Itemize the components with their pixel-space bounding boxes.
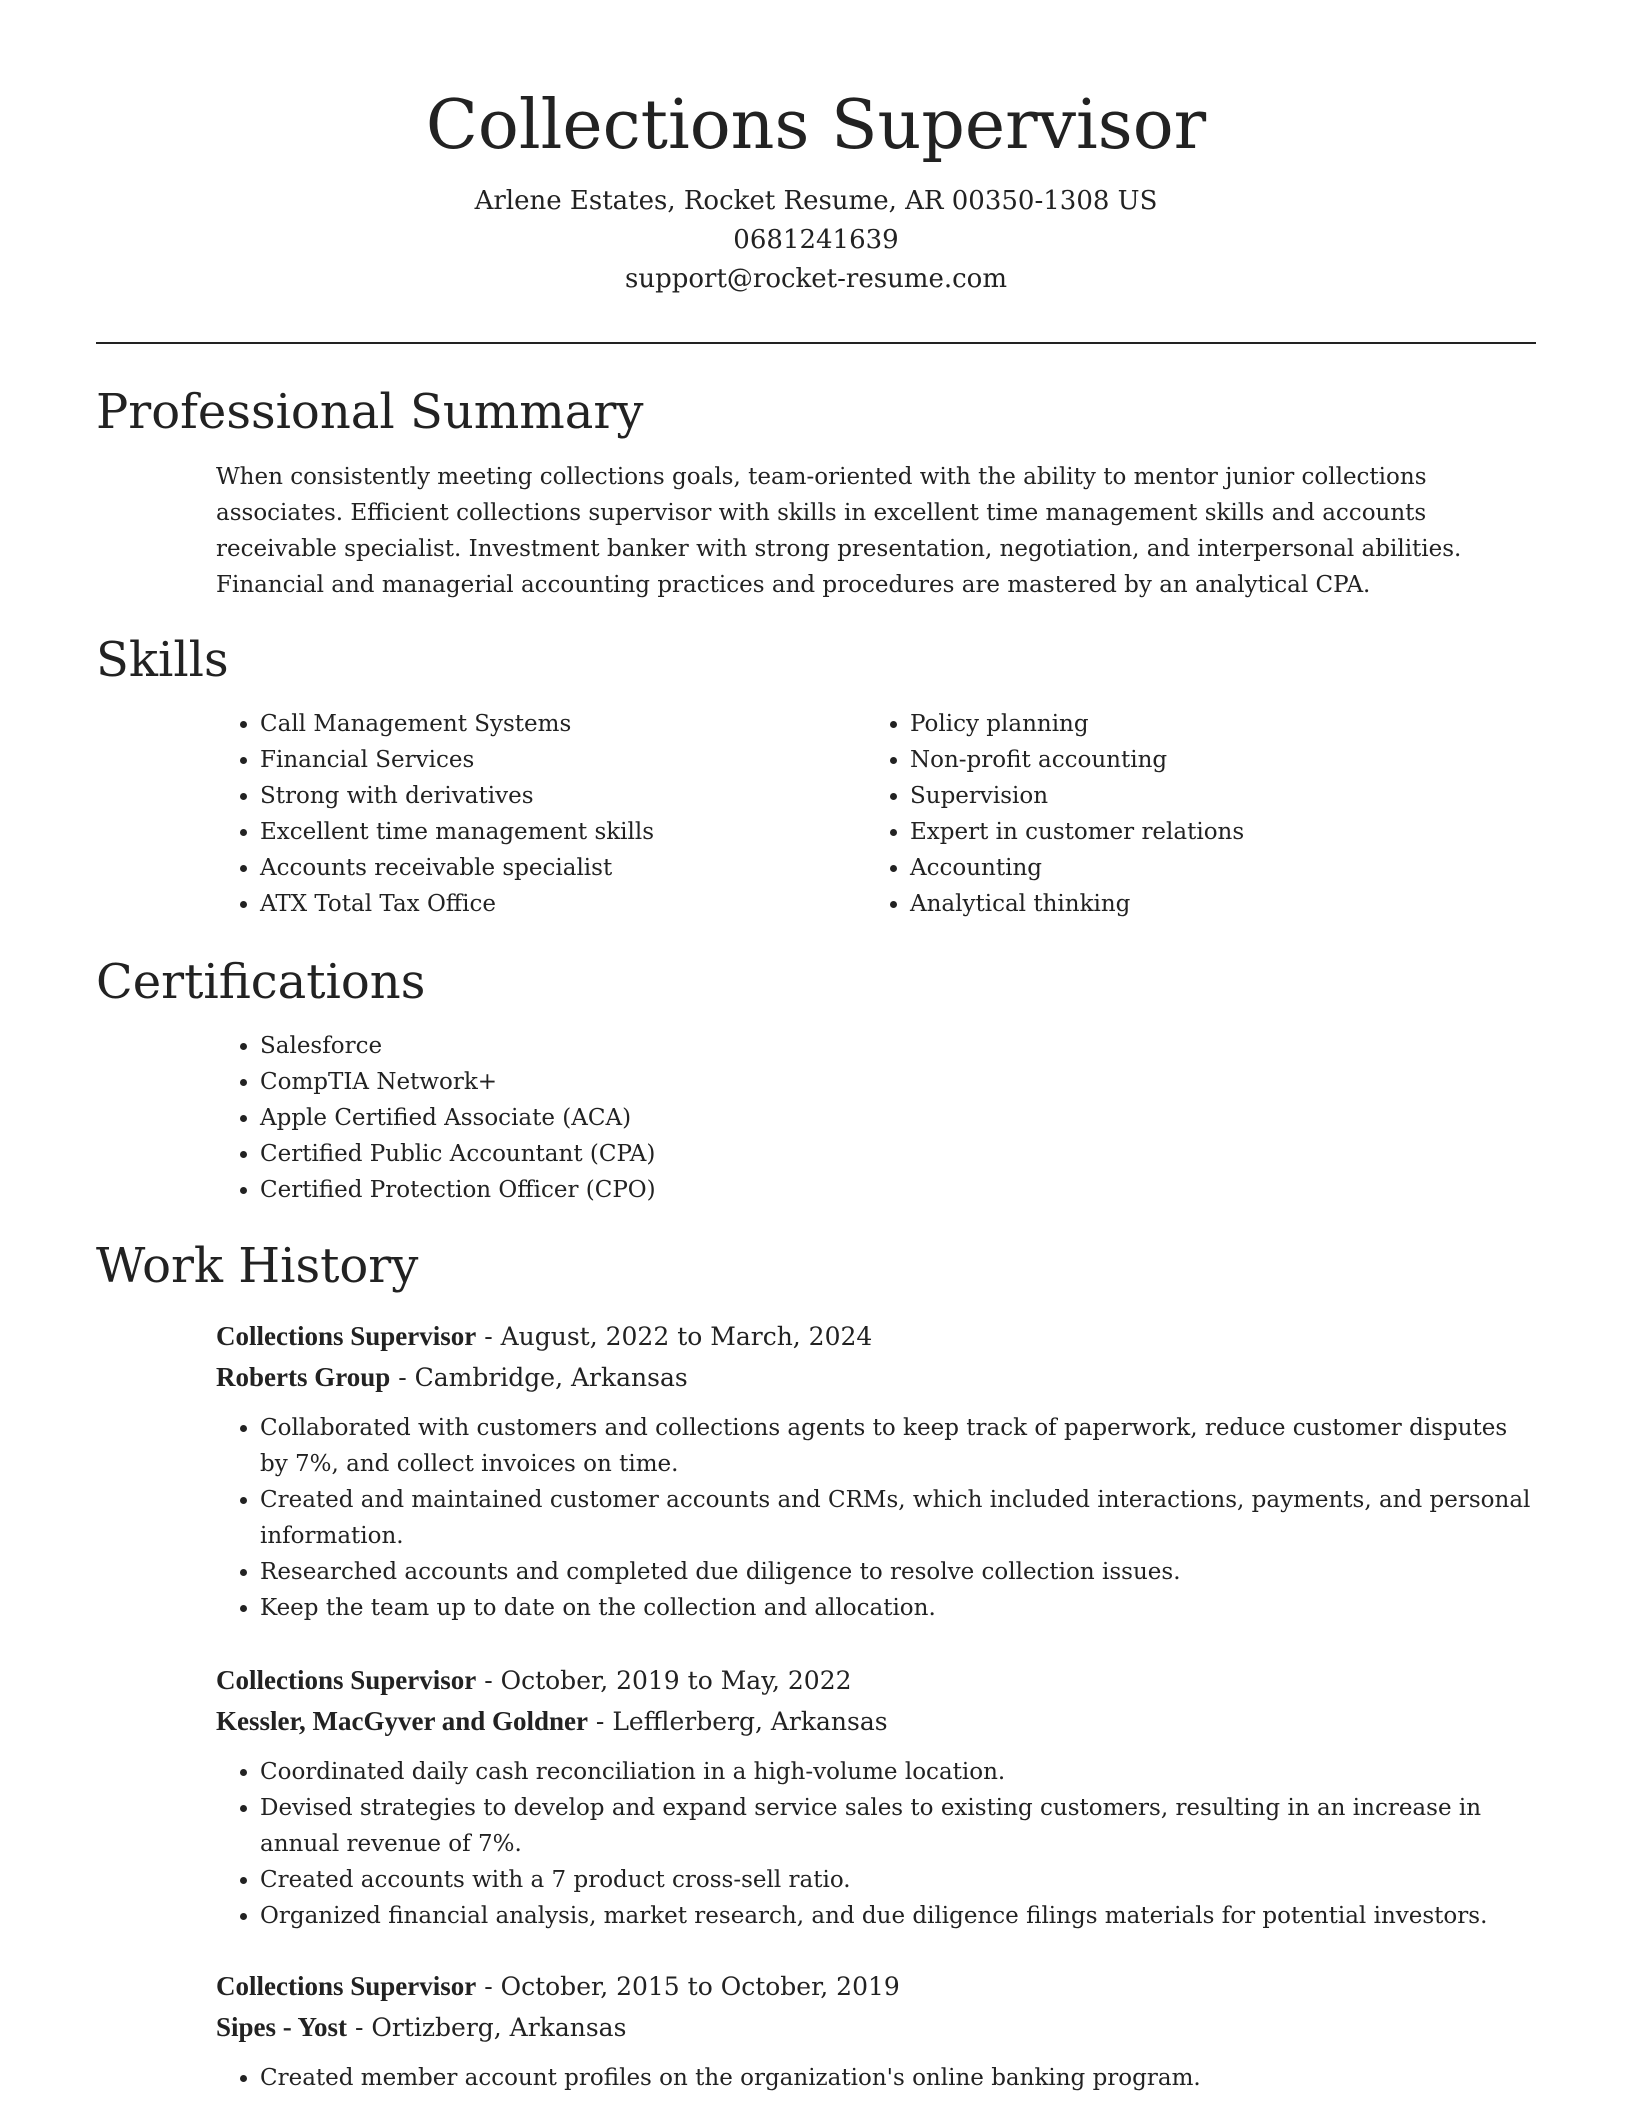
job-company: Roberts Group xyxy=(216,1362,391,1392)
skills-right-list xyxy=(866,706,1506,922)
job-role: Collections Supervisor xyxy=(216,1321,477,1351)
header-divider xyxy=(96,342,1536,344)
job-bullets xyxy=(216,2060,1536,2096)
skill-item: • Accounts receivable specialist xyxy=(260,850,856,886)
job-title-line xyxy=(216,1660,1536,1701)
certifications-heading: Certifications xyxy=(96,954,426,1010)
job-bullets xyxy=(216,1754,1536,1934)
skill-item: • Non-profit accounting xyxy=(910,742,1506,778)
candidate-name: Collections Supervisor xyxy=(425,86,1207,165)
skills-right-column xyxy=(866,706,1506,922)
skill-item: • Expert in customer relations xyxy=(910,814,1506,850)
summary-text: When consistently meeting collections goals, team-oriented with the ability to mentor junior collections associates. Efficient collections supervisor with skills in excellent time management skills and accounts receivable specialist. Investment banker with strong presentation, negotiation, and interpersonal abilities. Financial and managerial accounting practices and procedures are mastered by an analytical CPA. xyxy=(216,464,1462,598)
skill-item: • Financial Services xyxy=(260,742,856,778)
certification-item: • CompTIA Network+ xyxy=(260,1064,1536,1100)
job-location: - Ortizberg, Arkansas xyxy=(347,2013,627,2042)
job-bullet: • Devised strategies to develop and expand service sales to existing customers, resulting in an increase in annual revenue of 7%. xyxy=(260,1790,1536,1862)
job-entry xyxy=(216,1660,1536,1934)
job-dates: - August, 2022 to March, 2024 xyxy=(476,1322,873,1351)
job-company: Sipes - Yost xyxy=(216,2012,348,2042)
contact-email: support@rocket-resume.com xyxy=(624,264,1007,294)
job-bullet: • Keep the team up to date on the collection and allocation. xyxy=(260,1590,1536,1626)
job-bullet: • Coordinated daily cash reconciliation in a high-volume location. xyxy=(260,1754,1536,1790)
company-line xyxy=(216,1357,1536,1398)
contact-phone: 0681241639 xyxy=(733,225,899,255)
job-location: - Lefflerberg, Arkansas xyxy=(587,1707,888,1736)
skill-item: • Supervision xyxy=(910,778,1506,814)
company-line xyxy=(216,1701,1536,1742)
skills-left-column xyxy=(216,706,856,922)
skill-item: • Analytical thinking xyxy=(910,886,1506,922)
job-bullets xyxy=(216,1410,1536,1626)
certifications-list xyxy=(216,1028,1536,1208)
summary-heading: Professional Summary xyxy=(96,384,644,440)
certification-item: • Salesforce xyxy=(260,1028,1536,1064)
contact-address: Arlene Estates, Rocket Resume, AR 00350-1308 US xyxy=(474,186,1158,216)
job-bullet: • Organized financial analysis, market research, and due diligence filings materials for potential investors. xyxy=(260,1898,1536,1934)
job-company: Kessler, MacGyver and Goldner xyxy=(216,1706,588,1736)
job-bullet: • Created member account profiles on the organization's online banking program. xyxy=(260,2060,1536,2096)
job-entry xyxy=(216,1316,1536,1626)
job-location: - Cambridge, Arkansas xyxy=(390,1363,688,1392)
job-role: Collections Supervisor xyxy=(216,1665,477,1695)
job-title-line xyxy=(216,1316,1536,1357)
job-entry xyxy=(216,1966,1536,2096)
skills-left-list xyxy=(216,706,856,922)
certification-item: • Apple Certified Associate (ACA) xyxy=(260,1100,1536,1136)
skill-item: • Excellent time management skills xyxy=(260,814,856,850)
job-bullet: • Collaborated with customers and collections agents to keep track of paperwork, reduce customer disputes by 7%, and collect invoices on time. xyxy=(260,1410,1536,1482)
work-history-heading: Work History xyxy=(96,1238,419,1294)
skill-item: • Policy planning xyxy=(910,706,1506,742)
job-bullet: • Researched accounts and completed due diligence to resolve collection issues. xyxy=(260,1554,1536,1590)
job-bullet: • Created and maintained customer accounts and CRMs, which included interactions, payments, and personal information. xyxy=(260,1482,1536,1554)
job-title-line xyxy=(216,1966,1536,2007)
skills-heading: Skills xyxy=(96,632,229,688)
skill-item: • ATX Total Tax Office xyxy=(260,886,856,922)
skill-item: • Accounting xyxy=(910,850,1506,886)
skill-item: • Strong with derivatives xyxy=(260,778,856,814)
certifications-block xyxy=(216,1028,1536,1208)
resume-header xyxy=(96,80,1536,299)
job-bullet: • Created accounts with a 7 product cross-sell ratio. xyxy=(260,1862,1536,1898)
certification-item: • Certified Public Accountant (CPA) xyxy=(260,1136,1536,1172)
job-dates: - October, 2015 to October, 2019 xyxy=(476,1972,900,2001)
job-role: Collections Supervisor xyxy=(216,1971,477,2001)
contact-info xyxy=(96,182,1536,299)
certification-item: • Certified Protection Officer (CPO) xyxy=(260,1172,1536,1208)
company-line xyxy=(216,2007,1536,2048)
job-dates: - October, 2019 to May, 2022 xyxy=(476,1666,852,1695)
skill-item: • Call Management Systems xyxy=(260,706,856,742)
